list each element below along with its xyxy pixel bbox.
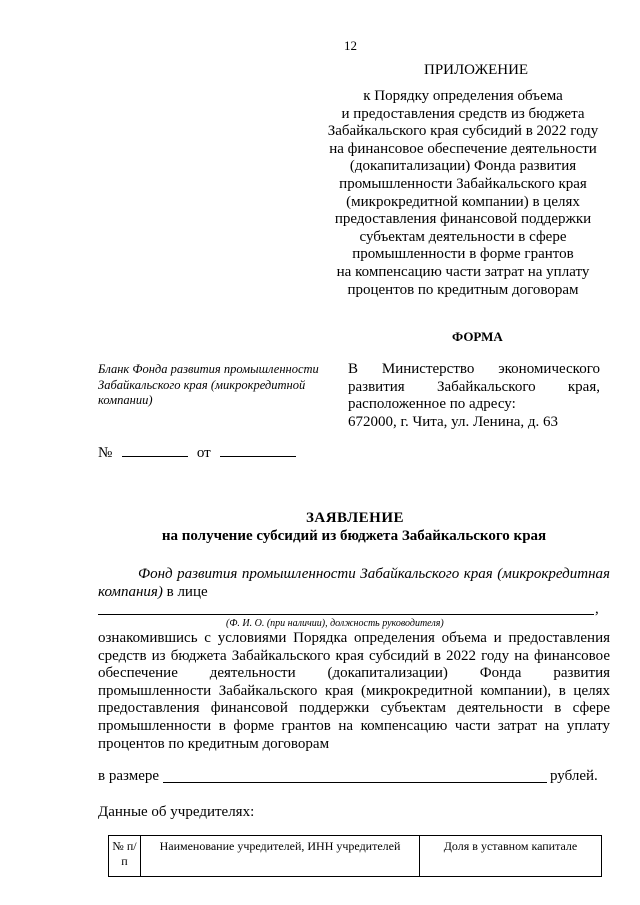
date-prefix: от — [196, 445, 211, 461]
intro-paragraph — [98, 630, 610, 753]
appendix-line: к Порядку определения объема — [363, 88, 563, 104]
appendix-line: (докапитализации) Фонда развития — [349, 158, 577, 175]
appendix-line: (микрокредитной компании) в целях — [346, 193, 580, 210]
in-person-text: в лице — [162, 583, 208, 600]
addressee-line: развития Забайкальского края, — [348, 378, 600, 395]
appendix-title: ПРИЛОЖЕНИЕ — [424, 62, 529, 78]
appendix-line: субъектам деятельности в сфере — [359, 228, 567, 245]
appendix-line: Забайкальского края субсидий в 2022 году — [327, 123, 599, 140]
table-header-row — [109, 836, 602, 877]
document-number-field[interactable] — [122, 442, 188, 457]
appendix-body — [318, 88, 608, 299]
appendix-line: предоставления финансовой поддержки — [334, 211, 592, 228]
number-sign: № — [98, 445, 113, 461]
intro-line: процентов по кредитным договорам — [98, 735, 330, 752]
appendix-line: промышленности в форме грантов — [352, 246, 574, 263]
column-header-number: № п/п — [109, 836, 141, 877]
amount-field[interactable] — [163, 782, 547, 783]
appendix-line: процентов по кредитным договорам — [347, 281, 579, 298]
application-title: ЗАЯВЛЕНИЕ — [305, 510, 405, 526]
fio-comma: , — [595, 601, 599, 617]
intro-line: промышленности в форме грантов на компенсацию части затрат на уплату — [98, 717, 610, 734]
intro-line: обеспечение деятельности (докапитализации) Фонда развития — [98, 665, 610, 682]
head-name-field[interactable] — [98, 600, 594, 615]
amount-line — [98, 768, 610, 785]
form-label: ФОРМА — [452, 329, 503, 344]
amount-prefix: в размере — [98, 768, 160, 784]
appendix-line: и предоставления средств из бюджета — [341, 105, 585, 122]
addressee-block — [348, 361, 600, 431]
document-date-field[interactable] — [220, 442, 296, 457]
founders-table — [108, 835, 602, 877]
column-header-share: Доля в уставном капитале — [420, 836, 602, 877]
intro-line: ознакомившись с условиями Порядка определения объема и предоставления — [98, 630, 610, 646]
intro-line: промышленности Забайкальского края (микрокредитной компании), в целях — [98, 682, 610, 699]
head-name-hint: (Ф. И. О. (при наличии), должность руководителя) — [226, 618, 444, 629]
fund-intro — [98, 566, 610, 601]
page-number: 12 — [344, 38, 357, 53]
document-number-line — [98, 442, 296, 462]
column-header-founders: Наименование учредителей, ИНН учредителей — [141, 836, 420, 877]
application-subtitle: на получение субсидий из бюджета Забайкальского края — [161, 528, 547, 544]
letterhead-placeholder: Бланк Фонда развития промышленности Забайкальского края (микрокредитной компании) — [98, 362, 319, 407]
fund-name: Фонд развития промышленности Забайкальского края (микрокредитная компания) — [98, 566, 610, 600]
amount-suffix: рублей. — [550, 768, 598, 784]
appendix-line: на финансовое обеспечение деятельности — [329, 140, 597, 157]
intro-line: предоставления финансовой поддержки субъектам деятельности в сфере — [98, 700, 610, 717]
founders-label: Данные об учредителях: — [98, 804, 255, 820]
appendix-line: на компенсацию части затрат на уплату — [336, 263, 590, 280]
intro-line: средств из бюджета Забайкальского края субсидий в 2022 году на финансовое — [98, 647, 610, 664]
addressee-line: 672000, г. Чита, ул. Ленина, д. 63 — [348, 413, 559, 430]
appendix-line: промышленности Забайкальского края — [339, 175, 587, 192]
addressee-line: расположенное по адресу: — [348, 396, 516, 413]
addressee-line: В Министерство экономического — [348, 361, 600, 377]
